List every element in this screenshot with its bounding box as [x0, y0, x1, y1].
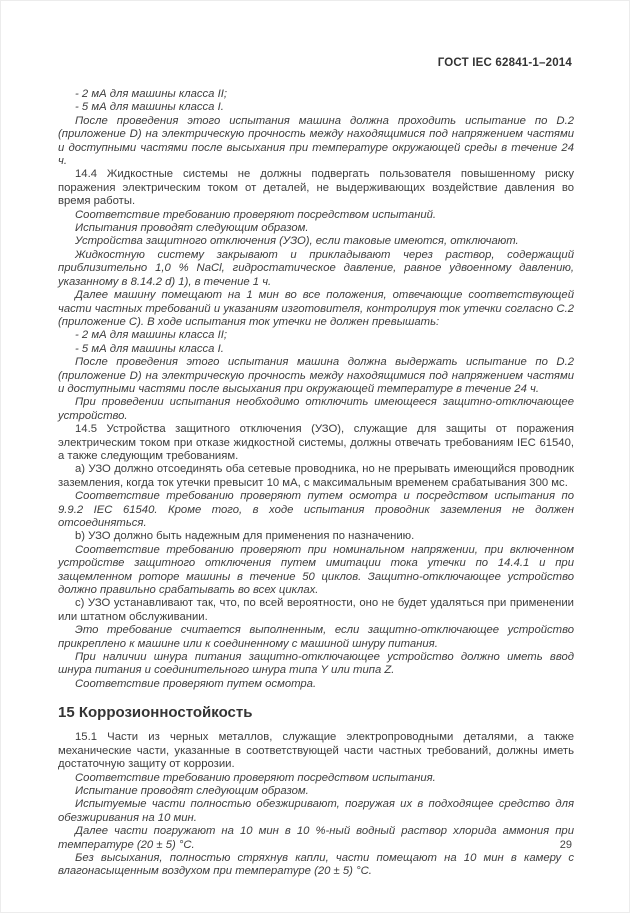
- page-header-standard-number: ГОСТ IEC 62841-1–2014: [437, 57, 572, 69]
- paragraph: c) УЗО устанавливают так, что, по всей вероятности, оно не будет удаляться при применении или штатном обслуживании.: [58, 597, 574, 623]
- paragraph: Испытания проводят следующим образом.: [75, 222, 309, 235]
- paragraph: Жидкостную систему закрывают и прикладывают через раствор, содержащий приблизительно 1,0 % NaCl, гидростатическое давление, равное удвоенному давлению, указанному в 8.14.2 d) 1), в течение 1 ч.: [58, 248, 574, 288]
- paragraph: После проведения этого испытания машина должна выдержать испытание по D.2 (приложение D) на электрическую прочность между находящимися под напряжением частями и доступными частями после высыхания при окружающей температуре в течение 24 ч.: [58, 356, 574, 395]
- paragraph: - 2 мА для машины класса II;: [75, 88, 228, 100]
- paragraph: b) УЗО должно быть надежным для применения по назначению.: [75, 530, 415, 543]
- paragraph: Соответствие требованию проверяют при номинальном напряжении, при включенном устройстве защитного отключения путем имитации тока утечки по 14.4.1 и при защемленном роторе машины в течение 50 циклов. Защитно-отключающее устройство должно правильно срабатывать во всех циклах.: [58, 543, 574, 597]
- document-body: [58, 88, 574, 879]
- paragraph: a) УЗО должно отсоединять оба сетевые проводника, но не прерывать имеющийся проводник заземления, когда ток утечки превысит 10 мА, с максимальным временем срабатывания 300 мс.: [58, 463, 574, 489]
- paragraph: Далее части погружают на 10 мин в 10 %-ный водный раствор хлорида аммония при температуре (20 ± 5) °C.: [58, 825, 574, 851]
- page-number: 29: [559, 839, 572, 851]
- paragraph: Испытуемые части полностью обезжиривают, погружая их в подходящее средство для обезжиривания на 10 мин.: [58, 798, 574, 824]
- paragraph: Соответствие требованию проверяют посредством испытаний.: [75, 208, 437, 221]
- paragraph: - 5 мА для машины класса I.: [75, 101, 224, 114]
- paragraph: - 5 мА для машины класса I.: [75, 342, 224, 355]
- paragraph: После проведения этого испытания машина должна проходить испытание по D.2 (приложение D) на электрическую прочность между находящимися под напряжением частями и доступными частями после высыхания при температуре окружающей среды в течение 24 ч.: [58, 114, 574, 168]
- paragraph: При наличии шнура питания защитно-отключающее устройство должно иметь ввод шнура питания и соединительного шнура типа Y или типа Z.: [58, 651, 574, 677]
- section-heading: 15 Коррозионностойкость: [58, 704, 253, 722]
- paragraph: Устройства защитного отключения (УЗО), если таковые имеются, отключают.: [75, 235, 519, 248]
- paragraph: Соответствие требованию проверяют путем осмотра и посредством испытания по 9.9.2 IEC 61540. Кроме того, в ходе испытания проводник заземления не должен отсоединяться.: [58, 490, 574, 529]
- paragraph: 14.5 Устройства защитного отключения (УЗО), служащие для защиты от поражения электрическим током при отказе жидкостной системы, должны отвечать требованиям IEC 61540, а также следующим требованиям.: [58, 423, 574, 462]
- paragraph: 15.1 Части из черных металлов, служащие электропроводными деталями, а также механические части, указанные в соответствующей части частных требований, должны иметь достаточную защиту от коррозии.: [58, 731, 574, 771]
- paragraph: Это требование считается выполненным, если защитно-отключающее устройство прикреплено к машине или к соединенному с машиной шнуру питания.: [58, 624, 574, 650]
- paragraph: - 2 мА для машины класса II;: [75, 329, 228, 342]
- paragraph: Испытание проводят следующим образом.: [75, 784, 309, 797]
- paragraph: Соответствие требованию проверяют посредством испытания.: [75, 771, 436, 784]
- paragraph: 14.4 Жидкостные системы не должны подвергать пользователя повышенному риску поражения электрическим током от деталей, не выдерживающих воздействие давления во время работы.: [58, 168, 574, 208]
- paragraph: Соответствие проверяют путем осмотра.: [75, 677, 317, 690]
- paragraph: Без высыхания, полностью стряхнув капли, части помещают на 10 мин в камеру с влагонасыщенным воздухом при температуре (20 ± 5) °C.: [58, 851, 574, 878]
- paragraph: При проведении испытания необходимо отключить имеющееся защитно-отключающее устройство.: [58, 396, 574, 422]
- paragraph: Далее машину помещают на 1 мин во все положения, отвечающие соответствующей части частных требований и указаниям изготовителя, контролируя ток утечки согласно C.2 (приложение C). В ходе испытания ток утечки не должен превышать:: [58, 289, 574, 328]
